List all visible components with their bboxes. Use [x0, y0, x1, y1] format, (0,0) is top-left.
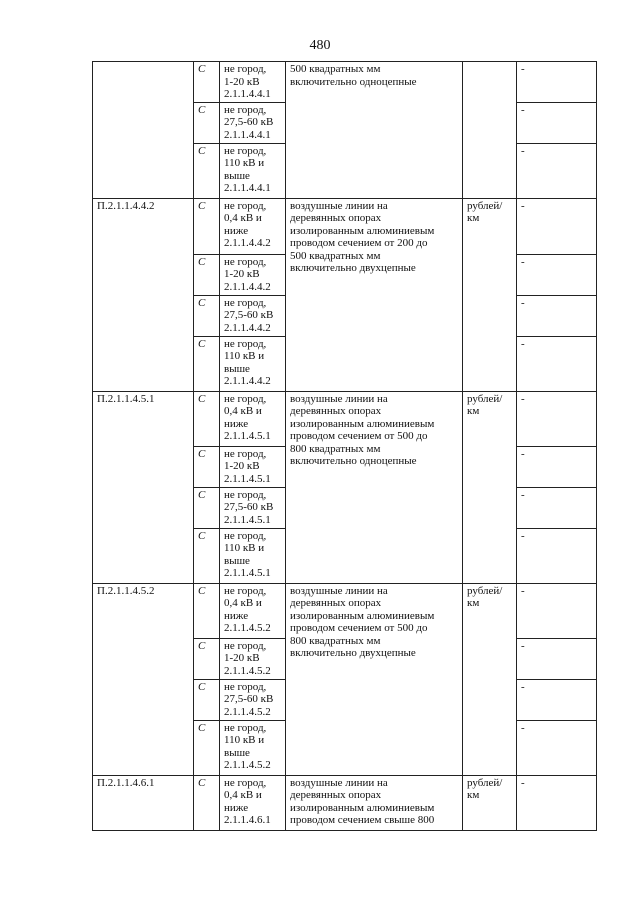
- row-condition: не город, 27,5-60 кВ 2.1.1.4.4.1: [220, 102, 286, 143]
- row-condition: не город, 0,4 кВ и ниже 2.1.1.4.4.2: [220, 198, 286, 254]
- row-condition: не город, 27,5-60 кВ 2.1.1.4.5.2: [220, 679, 286, 720]
- row-value: -: [517, 295, 597, 336]
- row-letter: С: [194, 391, 220, 446]
- row-value: -: [517, 102, 597, 143]
- tariff-table: [92, 61, 597, 831]
- row-letter: С: [194, 583, 220, 638]
- table-row: [93, 198, 597, 254]
- row-code: П.2.1.1.4.5.2: [93, 583, 194, 775]
- row-letter: С: [194, 446, 220, 487]
- row-value: -: [517, 198, 597, 254]
- table-row: [93, 583, 597, 638]
- row-description: воздушные линии на деревянных опорах изолированным алюминиевым проводом сечением от 500 до 800 квадратных мм включительно одноцепные: [286, 391, 463, 583]
- row-code: П.2.1.1.4.4.2: [93, 198, 194, 391]
- row-letter: С: [194, 720, 220, 775]
- row-code: П.2.1.1.4.5.1: [93, 391, 194, 583]
- row-letter: С: [194, 336, 220, 391]
- table-row: [93, 775, 597, 830]
- row-letter: С: [194, 198, 220, 254]
- row-value: -: [517, 143, 597, 198]
- row-condition: не город, 1-20 кВ 2.1.1.4.5.1: [220, 446, 286, 487]
- row-letter: С: [194, 775, 220, 830]
- row-condition: не город, 0,4 кВ и ниже 2.1.1.4.5.2: [220, 583, 286, 638]
- row-value: -: [517, 446, 597, 487]
- row-value: -: [517, 775, 597, 830]
- table-row: [93, 62, 597, 103]
- row-value: -: [517, 720, 597, 775]
- row-description: 500 квадратных мм включительно одноцепные: [286, 62, 463, 199]
- row-letter: С: [194, 143, 220, 198]
- row-value: -: [517, 638, 597, 679]
- row-description: воздушные линии на деревянных опорах изолированным алюминиевым проводом сечением от 200 до 500 квадратных мм включительно двухцепные: [286, 198, 463, 391]
- row-unit: рублей/ км: [463, 583, 517, 775]
- row-description: воздушные линии на деревянных опорах изолированным алюминиевым проводом сечением от 500 до 800 квадратных мм включительно двухцепные: [286, 583, 463, 775]
- row-condition: не город, 110 кВ и выше 2.1.1.4.5.1: [220, 528, 286, 583]
- row-letter: С: [194, 295, 220, 336]
- row-value: -: [517, 391, 597, 446]
- row-letter: С: [194, 102, 220, 143]
- row-letter: С: [194, 638, 220, 679]
- row-letter: С: [194, 528, 220, 583]
- row-condition: не город, 27,5-60 кВ 2.1.1.4.5.1: [220, 487, 286, 528]
- row-code: П.2.1.1.4.6.1: [93, 775, 194, 830]
- row-letter: С: [194, 679, 220, 720]
- row-condition: не город, 1-20 кВ 2.1.1.4.4.1: [220, 62, 286, 103]
- row-condition: не город, 0,4 кВ и ниже 2.1.1.4.5.1: [220, 391, 286, 446]
- row-unit: рублей/ км: [463, 198, 517, 391]
- row-letter: С: [194, 254, 220, 295]
- row-value: -: [517, 254, 597, 295]
- row-value: -: [517, 487, 597, 528]
- row-value: -: [517, 62, 597, 103]
- row-letter: С: [194, 62, 220, 103]
- row-unit: [463, 62, 517, 199]
- row-value: -: [517, 336, 597, 391]
- row-condition: не город, 110 кВ и выше 2.1.1.4.4.1: [220, 143, 286, 198]
- row-letter: С: [194, 487, 220, 528]
- row-value: -: [517, 528, 597, 583]
- row-condition: не город, 27,5-60 кВ 2.1.1.4.4.2: [220, 295, 286, 336]
- table-row: [93, 391, 597, 446]
- row-unit: рублей/ км: [463, 775, 517, 830]
- row-value: -: [517, 679, 597, 720]
- page-number: 480: [309, 38, 331, 53]
- row-description: воздушные линии на деревянных опорах изолированным алюминиевым проводом сечением свыше 800: [286, 775, 463, 830]
- row-condition: не город, 110 кВ и выше 2.1.1.4.4.2: [220, 336, 286, 391]
- tariff-table-body: [93, 62, 597, 831]
- row-code: [93, 62, 194, 199]
- row-unit: рублей/ км: [463, 391, 517, 583]
- row-condition: не город, 0,4 кВ и ниже 2.1.1.4.6.1: [220, 775, 286, 830]
- row-condition: не город, 110 кВ и выше 2.1.1.4.5.2: [220, 720, 286, 775]
- row-condition: не город, 1-20 кВ 2.1.1.4.5.2: [220, 638, 286, 679]
- row-condition: не город, 1-20 кВ 2.1.1.4.4.2: [220, 254, 286, 295]
- row-value: -: [517, 583, 597, 638]
